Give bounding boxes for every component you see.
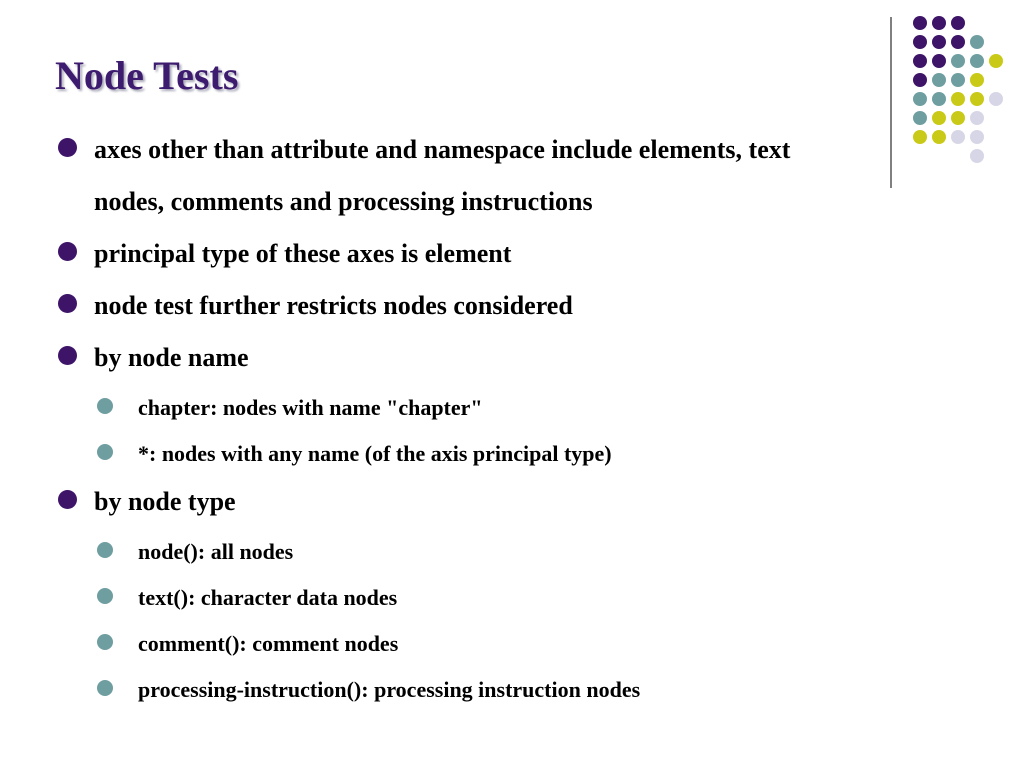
sub-bullet-text: processing-instruction(): processing instruction nodes	[138, 677, 641, 702]
sub-bullet-text: node(): all nodes	[138, 539, 294, 564]
sub-bullet-text: chapter: nodes with name "chapter"	[138, 395, 483, 420]
bullet-dot	[58, 138, 77, 157]
bullet-dot	[58, 490, 77, 509]
sub-bullet-text: *: nodes with any name (of the axis principal type)	[138, 441, 612, 466]
decorative-dot	[989, 54, 1003, 68]
decorative-dot	[913, 73, 927, 87]
bullet-dot	[58, 242, 77, 261]
sub-bullet-text: text(): character data nodes	[138, 585, 398, 610]
decorative-dot	[913, 111, 927, 125]
slide-title: Node Tests	[55, 53, 239, 98]
decorative-dot	[932, 111, 946, 125]
bullet-text-line: principal type of these axes is element	[94, 239, 512, 268]
bullet-text-line: node test further restricts nodes considered	[94, 291, 573, 320]
decorative-dot	[932, 73, 946, 87]
sub-bullet-text: comment(): comment nodes	[138, 631, 399, 656]
decorative-dot	[951, 130, 965, 144]
decorative-dot	[989, 92, 1003, 106]
decorative-dot	[970, 54, 984, 68]
sub-bullet-dot	[97, 542, 113, 558]
bullet-dot	[58, 346, 77, 365]
bullet-text-line: by node type	[94, 487, 236, 516]
decorative-dot	[913, 16, 927, 30]
decorative-dot	[951, 73, 965, 87]
decorative-dot	[951, 92, 965, 106]
decorative-dot	[970, 149, 984, 163]
sub-bullet-dot	[97, 444, 113, 460]
decorative-dot	[913, 35, 927, 49]
decorative-dot	[932, 16, 946, 30]
bullet-text-line: nodes, comments and processing instructions	[94, 187, 593, 216]
decorative-dot	[970, 111, 984, 125]
decorative-dot	[951, 16, 965, 30]
decorative-dot	[951, 111, 965, 125]
decorative-dot	[970, 92, 984, 106]
bullet-text-line: axes other than attribute and namespace include elements, text	[94, 135, 791, 164]
decorative-dot	[970, 130, 984, 144]
decorative-dot	[932, 54, 946, 68]
decorative-dot	[932, 130, 946, 144]
decorative-dot	[970, 73, 984, 87]
dot-grid	[913, 16, 1003, 163]
decorative-dot	[932, 35, 946, 49]
decorative-dot	[913, 92, 927, 106]
decorative-dot	[932, 92, 946, 106]
bullet-text-line: by node name	[94, 343, 249, 372]
bullet-dot	[58, 294, 77, 313]
sub-bullet-dot	[97, 588, 113, 604]
decorative-dot	[951, 35, 965, 49]
decorative-dot	[913, 130, 927, 144]
decorative-dot	[951, 54, 965, 68]
decorative-dot	[970, 35, 984, 49]
decorative-dot	[913, 54, 927, 68]
sub-bullet-dot	[97, 398, 113, 414]
sub-bullet-dot	[97, 634, 113, 650]
sub-bullet-dot	[97, 680, 113, 696]
